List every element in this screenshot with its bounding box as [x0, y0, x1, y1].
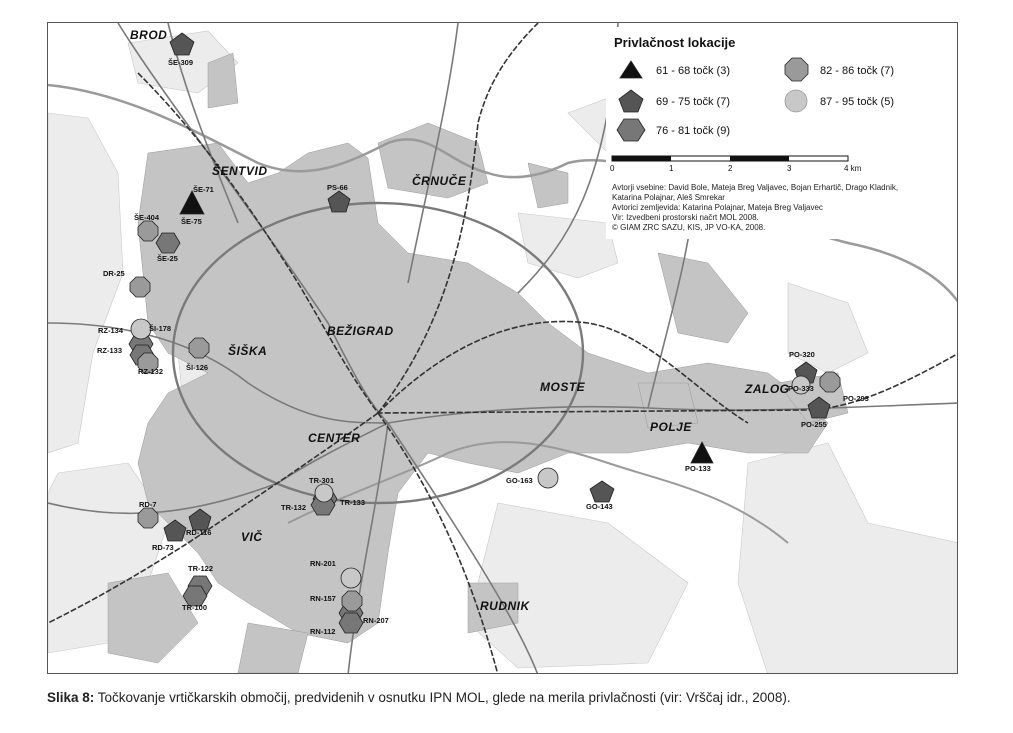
site-label: TR-122 — [188, 564, 214, 573]
site-label: RD-73 — [152, 543, 174, 552]
district-label-rudnik: RUDNIK — [480, 599, 530, 613]
site-label: ŠE-75 — [181, 217, 202, 226]
site-label: ŠE-309 — [168, 58, 194, 67]
site-label: PO-133 — [685, 464, 711, 473]
district-label-moste: MOSTE — [540, 380, 586, 394]
district-label-zalog: ZALOG — [745, 382, 790, 396]
figure-caption — [47, 690, 967, 705]
site-marker-circle — [341, 568, 361, 588]
site-label: PS-66 — [327, 183, 348, 192]
site-label: ŠI-178 — [149, 324, 172, 333]
site-label: RN-207 — [363, 616, 389, 625]
site-label: ŠE-25 — [157, 254, 178, 263]
scale-tick-label: 3 — [787, 164, 792, 173]
site-label: TR-132 — [281, 503, 307, 512]
legend-title: Privlačnost lokacije — [614, 35, 736, 50]
scale-tick-label: 4 km — [844, 164, 862, 173]
district-label-brod: BROD — [130, 28, 168, 42]
site-label: TR-301 — [309, 476, 335, 485]
district-label-siska: ŠIŠKA — [228, 344, 268, 358]
site-marker-circle — [315, 484, 333, 502]
site-label: ŠI-126 — [186, 363, 209, 372]
credit-line: © GIAM ZRC SAZU, KIS, JP VO-KA, 2008. — [612, 223, 766, 232]
caption-text: Točkovanje vrtičkarskih območij, predvidenih v osnutku IPN MOL, glede na merila privlačnosti (vir: Vrščaj idr., 2008). — [94, 690, 791, 705]
scale-tick-label: 0 — [610, 164, 615, 173]
site-marker-octagon — [130, 277, 150, 297]
site-marker-octagon — [820, 372, 840, 392]
site-marker-octagon — [189, 338, 209, 358]
map-canvas — [48, 23, 958, 674]
map-frame — [47, 22, 958, 674]
site-label: ŠE-71 — [193, 185, 214, 194]
site-label: GO-163 — [506, 476, 533, 485]
site-label: RZ-133 — [97, 346, 123, 355]
site-label: GO-143 — [586, 502, 613, 511]
site-marker-octagon — [138, 221, 158, 241]
site-label: TR-133 — [340, 498, 366, 507]
district-label-vic: VIČ — [241, 530, 263, 544]
site-label: RN-157 — [310, 594, 336, 603]
credit-line: Avtorici zemljevida: Katarina Polajnar, Mateja Breg Valjavec — [612, 203, 823, 212]
site-label: TR-100 — [182, 603, 208, 612]
site-label: RD-116 — [186, 528, 212, 537]
legend-item-label: 82 - 86 točk (7) — [820, 65, 894, 77]
credit-line: Katarina Polajnar, Aleš Smrekar — [612, 193, 725, 202]
site-label: RZ-132 — [138, 367, 164, 376]
site-label: PO-255 — [801, 420, 827, 429]
district-label-crnuce: ČRNUČE — [412, 174, 467, 188]
site-label: RD-7 — [139, 500, 157, 509]
credit-line: Vir: Izvedbeni prostorski načrt MOL 2008. — [612, 213, 759, 222]
legend-item-label: 61 - 68 točk (3) — [656, 65, 730, 77]
scale-tick-label: 1 — [669, 164, 674, 173]
site-label: RN-201 — [310, 559, 336, 568]
legend-symbol-circle — [785, 90, 807, 112]
legend-item-label: 69 - 75 točk (7) — [656, 96, 730, 108]
site-marker-circle — [131, 319, 151, 339]
credit-line: Avtorji vsebine: David Bole, Mateja Breg Valjavec, Bojan Erhartič, Drago Kladnik, — [612, 183, 899, 192]
site-label: PO-320 — [789, 350, 815, 359]
legend — [606, 27, 958, 239]
scale-tick-label: 2 — [728, 164, 733, 173]
site-marker-circle — [538, 468, 558, 488]
site-marker-octagon — [342, 591, 362, 611]
district-label-polje: POLJE — [650, 420, 692, 434]
site-label: RN-112 — [310, 627, 336, 636]
legend-symbol-octagon — [785, 58, 808, 81]
site-label: RZ-134 — [98, 326, 124, 335]
site-label: PO-293 — [843, 394, 869, 403]
caption-label: Slika 8: — [47, 690, 95, 705]
legend-item-label: 76 - 81 točk (9) — [656, 125, 730, 137]
site-label: PO-333 — [788, 384, 814, 393]
site-marker-octagon — [138, 508, 158, 528]
district-label-bezigrad: BEŽIGRAD — [327, 324, 394, 338]
site-label: ŠE-404 — [134, 213, 160, 222]
district-label-center: CENTER — [308, 431, 361, 445]
site-label: DR-25 — [103, 269, 125, 278]
district-label-sentvid: ŠENTVID — [212, 164, 268, 178]
legend-item-label: 87 - 95 točk (5) — [820, 96, 894, 108]
